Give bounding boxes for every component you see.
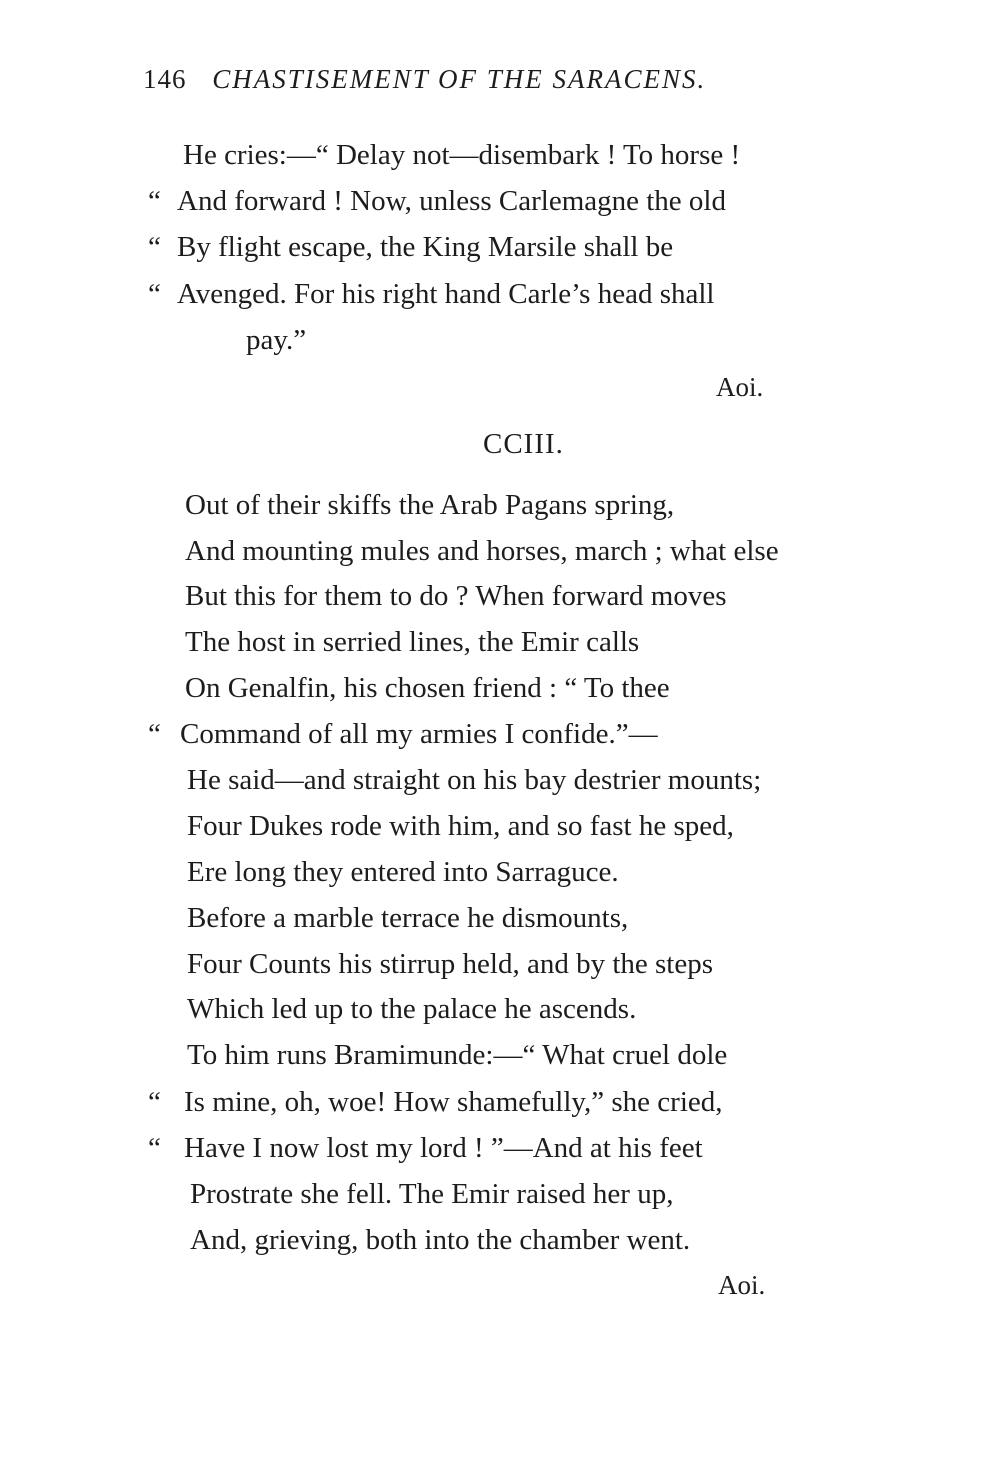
verse-line: And forward ! Now, unless Carlemagne the old [177,185,726,217]
running-header [143,64,706,95]
page-number: 146 [143,64,187,94]
refrain-aoi: Aoi. [716,372,764,402]
verse-line: Four Dukes rode with him, and so fast he sped, [187,810,734,842]
verse-line: By flight escape, the King Marsile shall be [177,231,674,263]
section-numeral: CCIII. [483,428,564,460]
verse-line: And mounting mules and horses, march ; what else [185,535,779,567]
verse-line: Out of their skiffs the Arab Pagans spring, [185,489,675,521]
verse-line: Four Counts his stirrup held, and by the steps [187,948,714,980]
quote-mark: “ [148,1132,161,1164]
verse-line: pay.” [246,324,307,356]
verse-line: Before a marble terrace he dismounts, [187,902,629,934]
verse-line: Ere long they entered into Sarraguce. [187,856,619,888]
verse-line: To him runs Bramimunde:—“ What cruel dole [187,1039,728,1071]
verse-line: Command of all my armies I confide.”— [180,718,658,750]
verse-line: Which led up to the palace he ascends. [187,993,637,1025]
verse-line: He cries:—“ Delay not—disembark ! To horse ! [183,139,741,171]
refrain-aoi: Aoi. [718,1270,766,1300]
quote-mark: “ [148,231,161,263]
verse-line: Avenged. For his right hand Carle’s head shall [177,278,715,310]
verse-line: Have I now lost my lord ! ”—And at his feet [184,1132,703,1164]
quote-mark: “ [148,185,161,217]
verse-line: The host in serried lines, the Emir calls [185,626,640,658]
quote-mark: “ [148,278,161,310]
verse-line: And, grieving, both into the chamber went. [190,1224,691,1256]
verse-line: On Genalfin, his chosen friend : “ To thee [185,672,670,704]
verse-line: He said—and straight on his bay destrier mounts; [187,764,762,796]
verse-line: But this for them to do ? When forward moves [185,580,727,612]
verse-line: Prostrate she fell. The Emir raised her up, [190,1178,674,1210]
verse-line: Is mine, oh, woe! How shamefully,” she cried, [184,1086,723,1118]
quote-mark: “ [148,718,161,750]
running-title: CHASTISEMENT OF THE SARACENS. [212,64,707,94]
quote-mark: “ [148,1086,161,1118]
